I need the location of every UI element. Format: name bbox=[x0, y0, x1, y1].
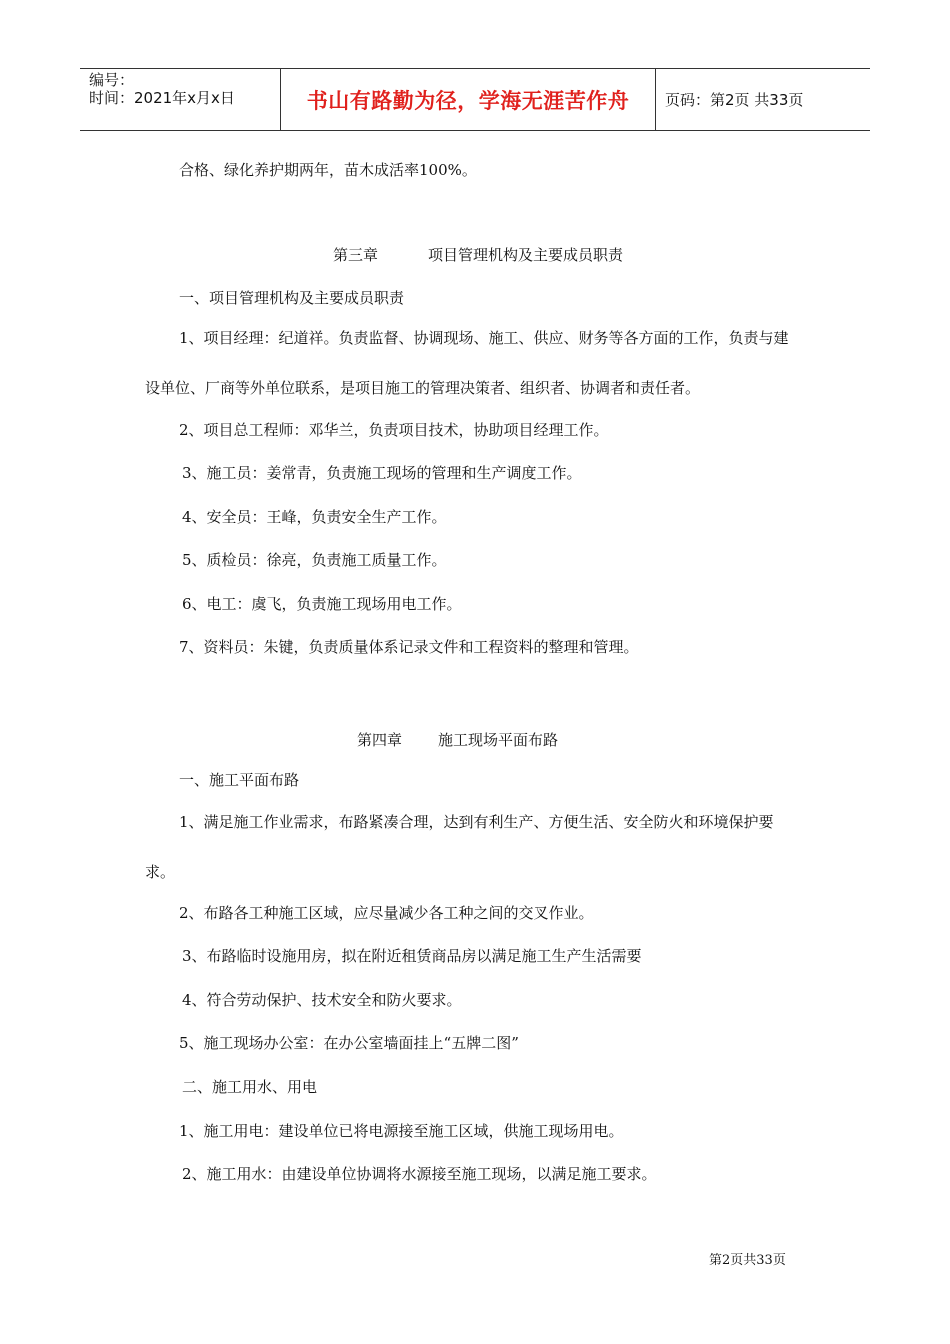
page-footer: 第2页共33页 bbox=[709, 1253, 786, 1268]
paragraph: 4、符合劳动保护、技术安全和防火要求。 bbox=[182, 991, 462, 1009]
paragraph: 2、施工用水：由建设单位协调将水源接至施工现场，以满足施工要求。 bbox=[182, 1165, 657, 1183]
paragraph: 2、项目总工程师：邓华兰，负责项目技术，协助项目经理工作。 bbox=[179, 421, 609, 439]
paragraph: 2、布路各工种施工区域，应尽量减少各工种之间的交叉作业。 bbox=[179, 904, 594, 922]
document-time-label: 时间：2021年x月x日 bbox=[89, 89, 235, 107]
header-page-info: 页码：第2页 共33页 bbox=[665, 91, 804, 109]
chapter-3-heading bbox=[333, 245, 623, 265]
section-heading: 二、施工用水、用电 bbox=[182, 1078, 318, 1096]
paragraph: 求。 bbox=[145, 863, 176, 881]
chapter-3-number: 第三章 bbox=[333, 246, 379, 264]
paragraph: 1、施工用电：建设单位已将电源接至施工区域，供施工现场用电。 bbox=[179, 1122, 624, 1140]
paragraph: 1、满足施工作业需求，布路紧凑合理，达到有利生产、方便生活、安全防火和环境保护要 bbox=[179, 813, 774, 831]
paragraph: 设单位、厂商等外单位联系，是项目施工的管理决策者、组织者、协调者和责任者。 bbox=[145, 379, 701, 397]
paragraph: 3、布路临时设施用房，拟在附近租赁商品房以满足施工生产生活需要 bbox=[182, 947, 642, 965]
header-meta bbox=[80, 69, 281, 130]
section-heading: 一、施工平面布路 bbox=[179, 771, 300, 789]
paragraph: 3、施工员：姜常青，负责施工现场的管理和生产调度工作。 bbox=[182, 464, 582, 482]
paragraph: 4、安全员：王峰，负责安全生产工作。 bbox=[182, 508, 447, 526]
paragraph: 5、质检员：徐亮，负责施工质量工作。 bbox=[182, 551, 447, 569]
chapter-3-title: 项目管理机构及主要成员职责 bbox=[428, 246, 624, 264]
section-heading: 一、项目管理机构及主要成员职责 bbox=[179, 289, 405, 307]
chapter-4-number: 第四章 bbox=[357, 731, 403, 749]
paragraph: 5、施工现场办公室：在办公室墙面挂上“五牌二图” bbox=[179, 1034, 519, 1052]
page-header bbox=[80, 68, 870, 131]
paragraph: 6、电工：虞飞，负责施工现场用电工作。 bbox=[182, 595, 462, 613]
document-number-label: 编号： bbox=[89, 71, 135, 89]
paragraph: 1、项目经理：纪道祥。负责监督、协调现场、施工、供应、财务等各方面的工作，负责与建 bbox=[179, 329, 789, 347]
paragraph: 7、资料员：朱键，负责质量体系记录文件和工程资料的整理和管理。 bbox=[179, 638, 639, 656]
chapter-4-heading bbox=[357, 730, 558, 750]
header-motto: 书山有路勤为径，学海无涯苦作舟 bbox=[281, 69, 656, 130]
paragraph: 合格、绿化养护期两年，苗木成活率100%。 bbox=[179, 161, 477, 179]
chapter-4-title: 施工现场平面布路 bbox=[438, 731, 559, 749]
